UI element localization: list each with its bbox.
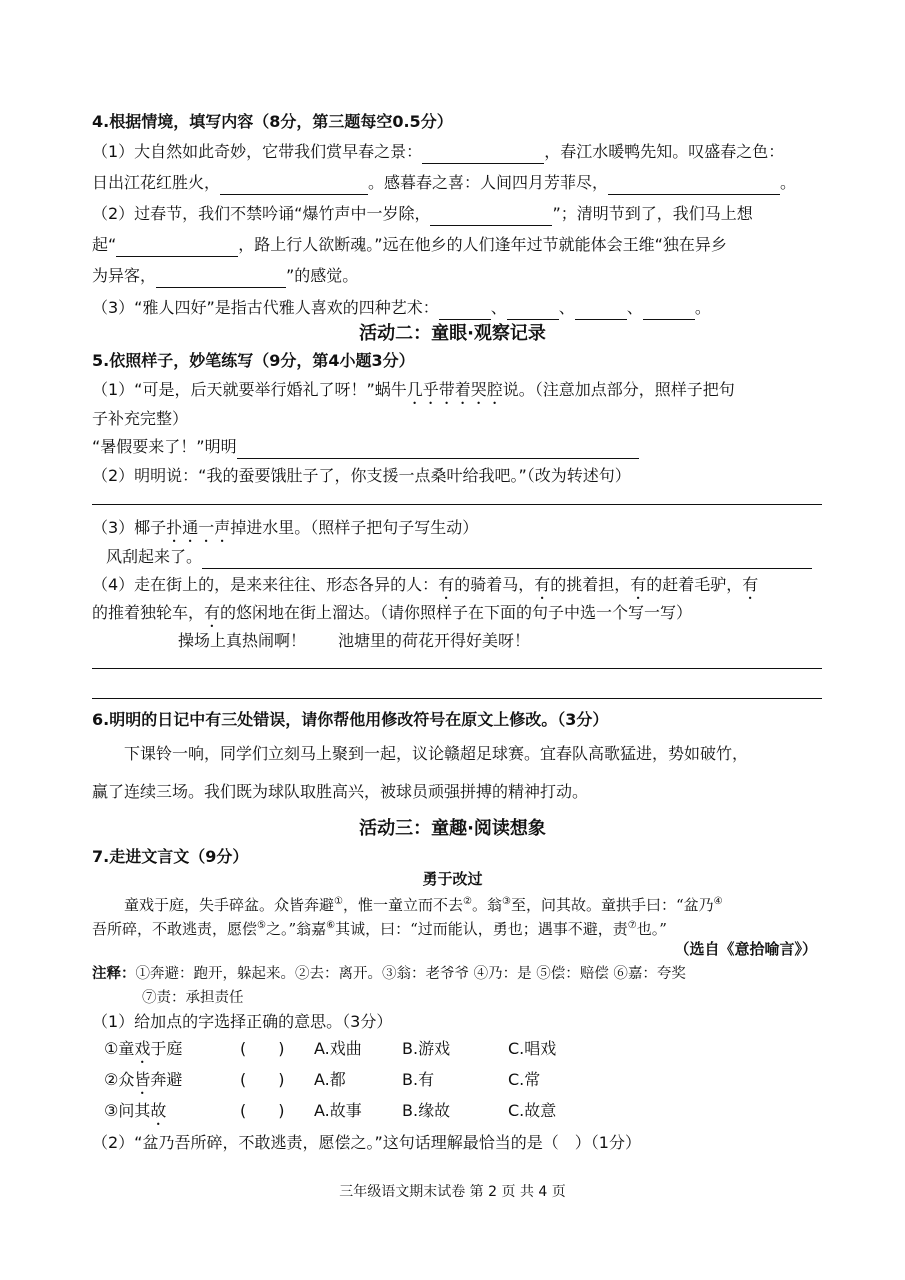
answer-blank[interactable] xyxy=(439,301,491,320)
activity3-heading: 活动三：童趣·阅读想象 xyxy=(359,818,546,839)
answer-blank[interactable] xyxy=(430,207,552,226)
answer-blank[interactable] xyxy=(575,301,627,320)
option-c: C.唱戏 xyxy=(508,1039,557,1058)
q4-line1: （1）大自然如此奇妙，它带我们赏早春之景： ，春江水暖鸭先知。叹盛春之色： xyxy=(92,140,784,164)
q4-title: 4.根据情境，填写内容（8分，第三题每空0.5分） xyxy=(92,112,453,131)
q7-title: 7.走进文言文（9分） xyxy=(92,847,249,866)
answer-blank[interactable] xyxy=(422,145,544,164)
answer-blank[interactable] xyxy=(507,301,559,320)
activity2-heading: 活动二：童眼·观察记录 xyxy=(359,323,546,344)
answer-blank[interactable] xyxy=(116,238,238,257)
notes-line2: ⑦责：承担责任 xyxy=(142,990,244,1006)
q6-title: 6.明明的日记中有三处错误，请你帮他用修改符号在原文上修改。（3分） xyxy=(92,710,609,729)
option-c: C.常 xyxy=(508,1070,541,1089)
answer-paren[interactable]: ( ) xyxy=(240,1070,285,1089)
q7-sub2: （2）“盆乃吾所碎，不敢逃责，愿偿之。”这句话理解最恰当的是（ ）（1分） xyxy=(92,1133,641,1152)
passage-line2: 吾所碎，不敢逃责，愿偿⑤之。”翁嘉⑥其诚，曰：“过而能认，勇也；遇事不避，责⑦也。” xyxy=(92,920,667,938)
q5-s1-line3: “暑假要来了！”明明 xyxy=(92,435,639,459)
q7-sub1: （1）给加点的字选择正确的意思。（3分） xyxy=(92,1012,393,1031)
answer-blank[interactable] xyxy=(220,176,368,195)
q5-s3-line2: 风刮起来了。 xyxy=(106,545,812,569)
answer-paren[interactable]: ( ) xyxy=(240,1101,285,1120)
q5-option2: 池塘里的荷花开得好美呀！ xyxy=(338,631,531,650)
option-a: A.故事 xyxy=(314,1101,362,1120)
q5-s1-line1: （1）“可是，后天就要举行婚礼了呀！”蜗牛几乎带着哭腔说。（注意加点部分，照样子把句 xyxy=(92,380,735,399)
passage-source: （选自《意拾喻言》） xyxy=(674,940,817,958)
q7-row-1: ①童戏于庭 xyxy=(104,1039,183,1058)
q5-s3-line1: （3）椰子扑通一声掉进水里。（照样子把句子写生动） xyxy=(92,518,479,537)
option-a: A.都 xyxy=(314,1070,346,1089)
emphasis-dots: 扑通一声 xyxy=(166,518,231,537)
answer-line[interactable] xyxy=(92,698,822,699)
answer-blank[interactable] xyxy=(237,440,639,459)
q4-line3: （2）过春节，我们不禁吟诵“爆竹声中一岁除， ”；清明节到了，我们马上想 xyxy=(92,202,753,226)
emphasis-dots: 几乎带着哭腔 xyxy=(406,380,503,399)
q4-line5: 为异客， ”的感觉。 xyxy=(92,264,358,288)
q5-option1: 操场上真热闹啊！ xyxy=(178,631,307,650)
passage-line1: 童戏于庭，失手碎盆。众皆奔避①，惟一童立而不去②。翁③至，问其故。童拱手曰：“盆乃④ xyxy=(124,896,723,914)
option-b: B.缘故 xyxy=(402,1101,451,1120)
q5-s4-line2: 的推着独轮车，有的悠闲地在街上溜达。（请你照样子在下面的句子中选一个写一写） xyxy=(92,603,693,622)
q6-diary-line1: 下课铃一响，同学们立刻马上聚到一起，议论赣超足球赛。宜春队高歌猛进，势如破竹， xyxy=(124,744,749,763)
q5-s1-line2: 子补充完整） xyxy=(92,409,189,428)
option-a: A.戏曲 xyxy=(314,1039,362,1058)
answer-line[interactable] xyxy=(92,668,822,669)
option-c: C.故意 xyxy=(508,1101,557,1120)
q5-s2: （2）明明说：“我的蚕要饿肚子了，你支援一点桑叶给我吧。”（改为转述句） xyxy=(92,466,631,485)
answer-blank[interactable] xyxy=(643,301,695,320)
q7-row-2: ②众皆奔避 xyxy=(104,1070,183,1089)
q5-s4-line1: （4）走在街上的，是来来往往、形态各异的人：有的骑着马，有的挑着担，有的赶着毛驴，有 xyxy=(92,575,759,594)
q6-diary-line2: 赢了连续三场。我们既为球队取胜高兴，被球员顽强拼搏的精神打动。 xyxy=(92,782,589,801)
answer-paren[interactable]: ( ) xyxy=(240,1039,285,1058)
passage-title: 勇于改过 xyxy=(422,870,483,888)
answer-blank[interactable] xyxy=(156,269,286,288)
notes-line1: 注释：①奔避：跑开，躲起来。②去：离开。③翁：老爷爷 ④乃：是 ⑤偿：赔偿 ⑥嘉：夸奖 xyxy=(92,965,686,982)
q4-line4: 起“ ，路上行人欲断魂。”远在他乡的人们逢年过节就能体会王维“独在异乡 xyxy=(92,233,727,257)
answer-line[interactable] xyxy=(92,504,822,505)
option-b: B.游戏 xyxy=(402,1039,451,1058)
q4-line2: 日出江花红胜火， 。感暮春之喜：人间四月芳菲尽， 。 xyxy=(92,171,796,195)
q4-line6: （3）“雅人四好”是指古代雅人喜欢的四种艺术： 、 、 、 。 xyxy=(92,296,711,320)
q5-title: 5.依照样子，妙笔练写（9分，第4小题3分） xyxy=(92,351,415,370)
option-b: B.有 xyxy=(402,1070,435,1089)
page-footer: 三年级语文期末试卷 第 2 页 共 4 页 xyxy=(339,1184,566,1200)
answer-blank[interactable] xyxy=(202,550,812,569)
q7-row-3: ③问其故 xyxy=(104,1101,167,1120)
answer-blank[interactable] xyxy=(608,176,780,195)
